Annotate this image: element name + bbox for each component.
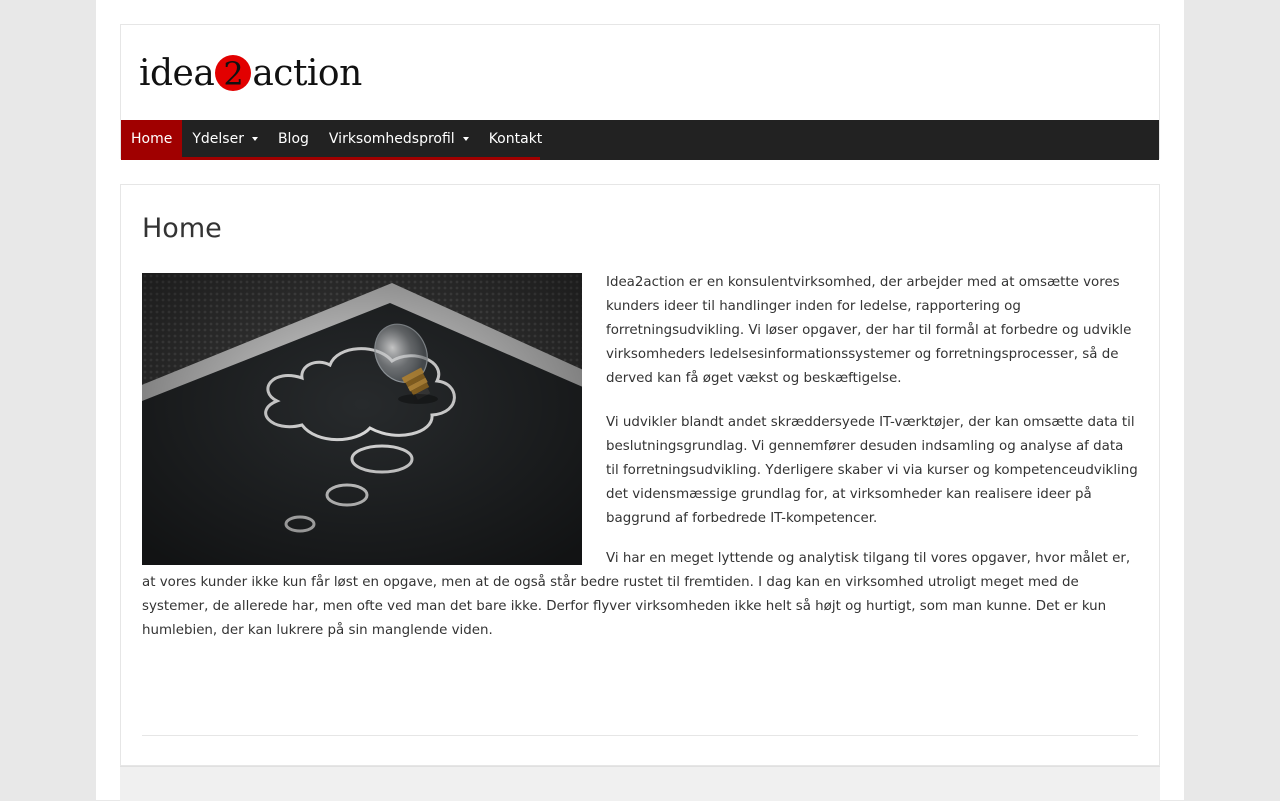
main-navigation [121, 120, 1159, 160]
logo-text-idea: idea [139, 52, 215, 94]
chevron-down-icon [463, 137, 469, 141]
nav-item-label: Home [131, 130, 173, 147]
intro-text [606, 271, 1138, 551]
paragraph-3: Vi har en meget lyttende og analytisk tilgang til vores opgaver, hvor målet er, at vores kunder ikke kun får løst en opgave, men at de også står bedre rustet til fremtiden. I dag kan en virksomhed utroligt meget med de systemer, de allerede har, men ofte ved man det bare ikke. Derfor flyver virksomheden ikke helt så højt og hurtigt, som man kunne. Det er kun humlebien, der kan lukrere på sin manglende viden. [142, 551, 1131, 638]
paragraph-2: Vi udvikler blandt andet skræddersyede IT-værktøjer, der kan omsætte data til beslutningsgrundlag. Vi gennemfører desuden indsamling og analyse af data til forretningsudvikling. Yderligere skaber vi via kurser og kompetenceudvikling det vidensmæssige grundlag for, at virksomheder kan realisere ideer på baggrund af forbedrede IT-kompetencer. [606, 415, 1138, 526]
nav-item-label: Kontakt [488, 130, 543, 147]
chevron-down-icon [252, 137, 258, 141]
paragraph-1: Idea2action er en konsulentvirksomhed, der arbejder med at omsætte vores kunders ideer til handlinger inden for ledelse, rapportering og forretningsudvikling. Vi løser opgaver, der har til formål at forbedre og udvikle virksomheders ledelsesinformationssystemer og forretningsprocesser, så de derved kan få øget vækst og beskæftigelse. [606, 275, 1132, 386]
nav-item-virksomhedsprofil[interactable] [319, 120, 479, 157]
page-title: Home [142, 213, 222, 244]
nav-item-label: Virksomhedsprofil [328, 130, 455, 147]
content-divider [142, 735, 1138, 736]
nav-accent-underline [121, 157, 540, 160]
logo-text-action: action [252, 52, 362, 94]
main-content [120, 184, 1160, 766]
footer-area [120, 766, 1160, 801]
site-logo[interactable] [139, 51, 362, 95]
nav-item-label: Blog [277, 130, 309, 147]
nav-item-kontakt[interactable] [479, 120, 553, 157]
logo-circle-2: 2 [215, 55, 251, 91]
nav-list [121, 120, 552, 157]
nav-item-home[interactable] [121, 120, 182, 157]
nav-item-label: Ydelser [192, 130, 244, 147]
nav-item-blog[interactable] [268, 120, 319, 157]
hero-image [142, 273, 582, 565]
nav-item-ydelser[interactable] [182, 120, 268, 157]
